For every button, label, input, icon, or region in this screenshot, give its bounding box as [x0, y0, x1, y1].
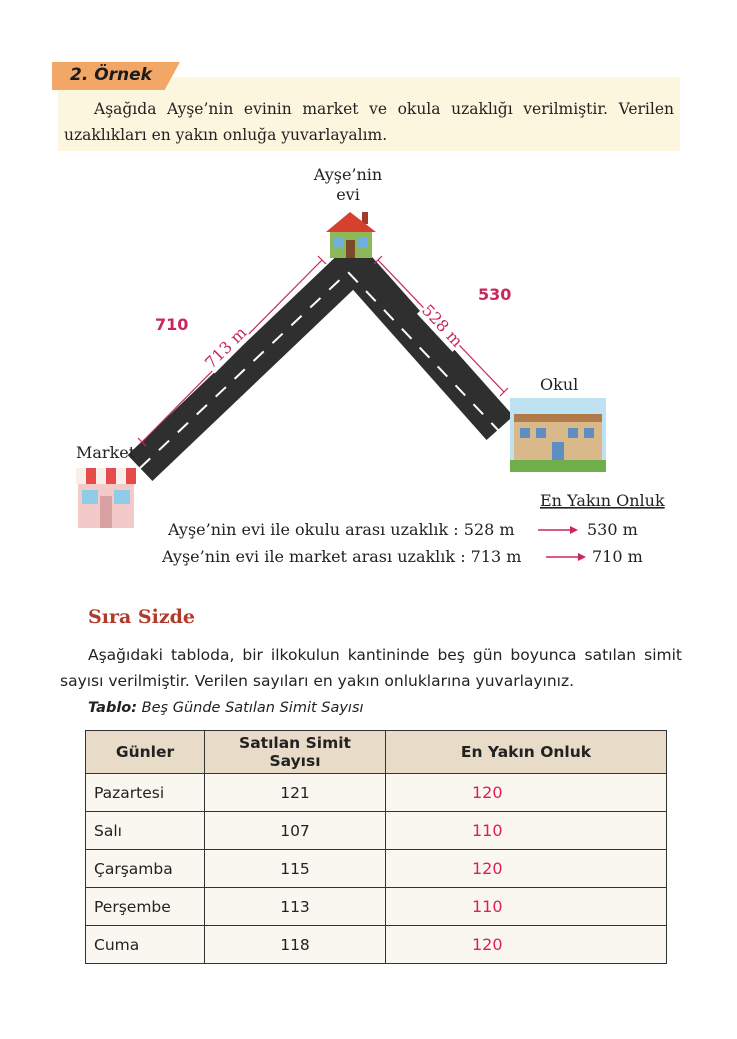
- arrow-right-icon: [546, 553, 586, 561]
- row-nearest: 120: [472, 783, 503, 802]
- row-count: 107: [205, 812, 386, 850]
- row-count: 118: [205, 926, 386, 964]
- table-row: [86, 850, 667, 888]
- table-row: [86, 888, 667, 926]
- left-rounded-handwritten: 710: [155, 315, 189, 334]
- header-count: Satılan Simit Sayısı: [205, 731, 386, 774]
- row-count: 113: [205, 888, 386, 926]
- row-nearest: 110: [472, 821, 503, 840]
- table-row: [86, 812, 667, 850]
- market-icon: [76, 468, 136, 528]
- example-tag: [52, 62, 182, 90]
- right-distance-label: 528 m: [418, 300, 467, 351]
- market-distance-result: 710 m: [592, 547, 643, 566]
- example-tag-label: 2. Örnek: [70, 65, 152, 85]
- left-distance-label: 713 m: [200, 322, 251, 373]
- row-nearest-cell: [386, 888, 667, 926]
- table-caption: [88, 700, 364, 716]
- house-icon: [326, 212, 376, 258]
- row-day: Perşembe: [86, 888, 205, 926]
- arrow-right-icon: [538, 526, 578, 534]
- exercise-text: Aşağıdaki tabloda, bir ilkokulun kantininde beş gün boyunca satılan simit sayısı verilmiştir. Verilen sayıları en yakın onluklarına yuvarlayınız.: [60, 646, 682, 690]
- table-row: [86, 926, 667, 964]
- row-nearest-cell: [386, 812, 667, 850]
- table-header-row: [86, 731, 667, 774]
- road: [140, 265, 500, 468]
- example-text: Aşağıda Ayşe’nin evinin market ve okula uzaklığı verilmiştir. Verilen uzaklıkları en yakın onluğa yuvarlayalım.: [64, 100, 674, 144]
- school-label: Okul: [540, 375, 579, 394]
- header-days: Günler: [86, 731, 205, 774]
- market-distance-text: Ayşe’nin evi ile market arası uzaklık : 713 m: [162, 547, 522, 566]
- table-caption-title: Beş Günde Satılan Simit Sayısı: [137, 700, 364, 716]
- row-day: Çarşamba: [86, 850, 205, 888]
- exercise-title: Sıra Sizde: [88, 606, 195, 628]
- row-day: Pazartesi: [86, 774, 205, 812]
- row-nearest: 120: [472, 935, 503, 954]
- home-label-line1: Ayşe’nin: [313, 165, 383, 184]
- table-caption-label: Tablo:: [88, 700, 138, 716]
- row-nearest: 110: [472, 897, 503, 916]
- header-nearest: En Yakın Onluk: [386, 731, 667, 774]
- row-count: 115: [205, 850, 386, 888]
- row-nearest: 120: [472, 859, 503, 878]
- nearest-ten-heading: En Yakın Onluk: [540, 491, 665, 510]
- row-nearest-cell: [386, 774, 667, 812]
- row-nearest-cell: [386, 850, 667, 888]
- table-row: [86, 774, 667, 812]
- simit-table: [85, 730, 667, 964]
- row-nearest-cell: [386, 926, 667, 964]
- market-label: Market: [76, 443, 136, 462]
- right-rounded-handwritten: 530: [478, 285, 512, 304]
- school-icon: [510, 398, 606, 472]
- row-day: Salı: [86, 812, 205, 850]
- row-day: Cuma: [86, 926, 205, 964]
- home-label-line2: evi: [336, 185, 360, 204]
- school-distance-result: 530 m: [587, 520, 638, 539]
- school-distance-text: Ayşe’nin evi ile okulu arası uzaklık : 528 m: [168, 520, 515, 539]
- row-count: 121: [205, 774, 386, 812]
- distance-diagram: [60, 160, 700, 590]
